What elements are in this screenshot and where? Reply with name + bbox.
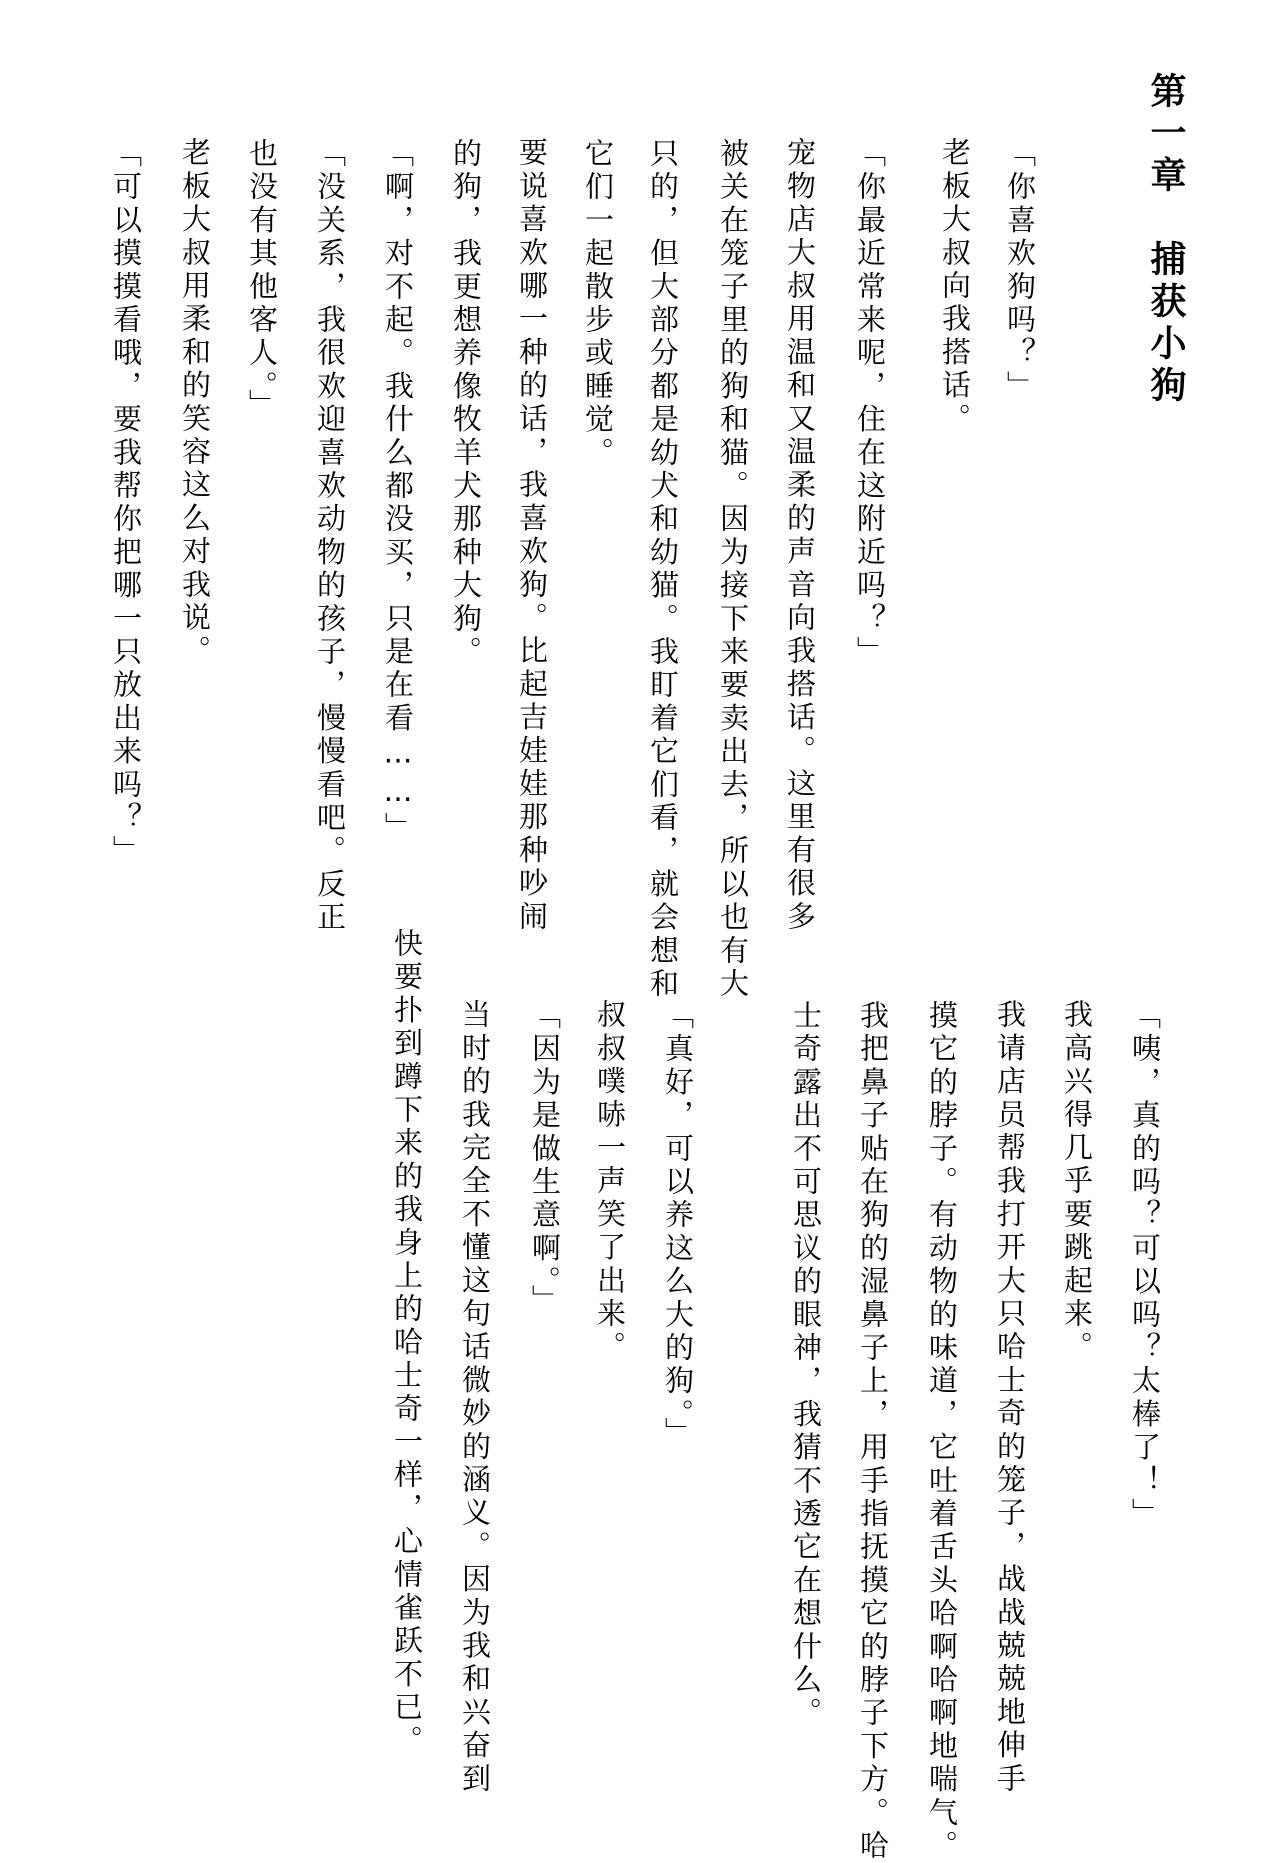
dialogue-line: 「可以摸摸看哦，要我帮你把哪一只放出来吗？」 bbox=[109, 138, 143, 869]
narration-line: 老板大叔用柔和的笑容这么对我说。 bbox=[178, 104, 212, 669]
narration-line: 我高兴得几乎要跳起来。 bbox=[1060, 966, 1094, 1365]
narration-line: 要说喜欢哪一种的话，我喜欢狗。比起吉娃娃那种吵闹 bbox=[515, 104, 549, 934]
narration-line: 只的，但大部分都是幼犬和幼猫。我盯着它们看，就会想和 bbox=[646, 138, 680, 1002]
narration-line: 老板大叔向我搭话。 bbox=[938, 104, 972, 436]
narration-line: 宠物店大叔用温和又温柔的声音向我搭话。这里有很多 bbox=[783, 104, 817, 934]
narration-line: 它们一起散步或睡觉。 bbox=[581, 138, 615, 470]
narration-line: 叔叔噗哧一声笑了出来。 bbox=[593, 966, 627, 1365]
dialogue-line: 也没有其他客人。」 bbox=[245, 138, 279, 423]
narration-line: 士奇露出不可思议的眼神，我猜不透它在想什么。 bbox=[789, 1000, 823, 1731]
narration-line: 我请店员帮我打开大只哈士奇的笼子，战战兢兢地伸手 bbox=[993, 966, 1027, 1796]
dialogue-line: 「你最近常来呢，住在这附近吗？」 bbox=[853, 138, 887, 670]
dialogue-line: 「真好，可以养这么大的狗。」 bbox=[661, 1000, 695, 1451]
dialogue-line: 「啊，对不起。我什么都没买，只是在看……」 bbox=[381, 138, 415, 846]
narration-line: 我把鼻子贴在狗的湿鼻子上，用手指抚摸它的脖子下方。哈 bbox=[856, 1000, 890, 1863]
dialogue-line: 「你喜欢狗吗？」 bbox=[1003, 138, 1037, 404]
dialogue-line: 「因为是做生意啊。」 bbox=[528, 1000, 562, 1318]
narration-line: 的狗，我更想养像牧羊犬那种大狗。 bbox=[449, 138, 483, 670]
narration-line: 被关在笼子里的狗和猫。因为接下来要卖出去，所以也有大 bbox=[716, 138, 750, 1002]
narration-line: 当时的我完全不懂这句话微妙的涵义。因为我和兴奋到 bbox=[458, 966, 492, 1796]
narration-line: 摸它的脖子。有动物的味道，它吐着舌头哈啊哈啊地喘气。 bbox=[925, 1000, 959, 1863]
dialogue-line: 「咦，真的吗？可以吗？太棒了！」 bbox=[1128, 1000, 1162, 1532]
dialogue-line: 「没关系，我很欢迎喜欢动物的孩子，慢慢看吧。反正 bbox=[313, 138, 347, 935]
chapter-title: 第一章 捕获小狗 bbox=[1145, 72, 1186, 408]
narration-line: 快要扑到蹲下来的我身上的哈士奇一样，心情雀跃不已。 bbox=[390, 928, 424, 1758]
